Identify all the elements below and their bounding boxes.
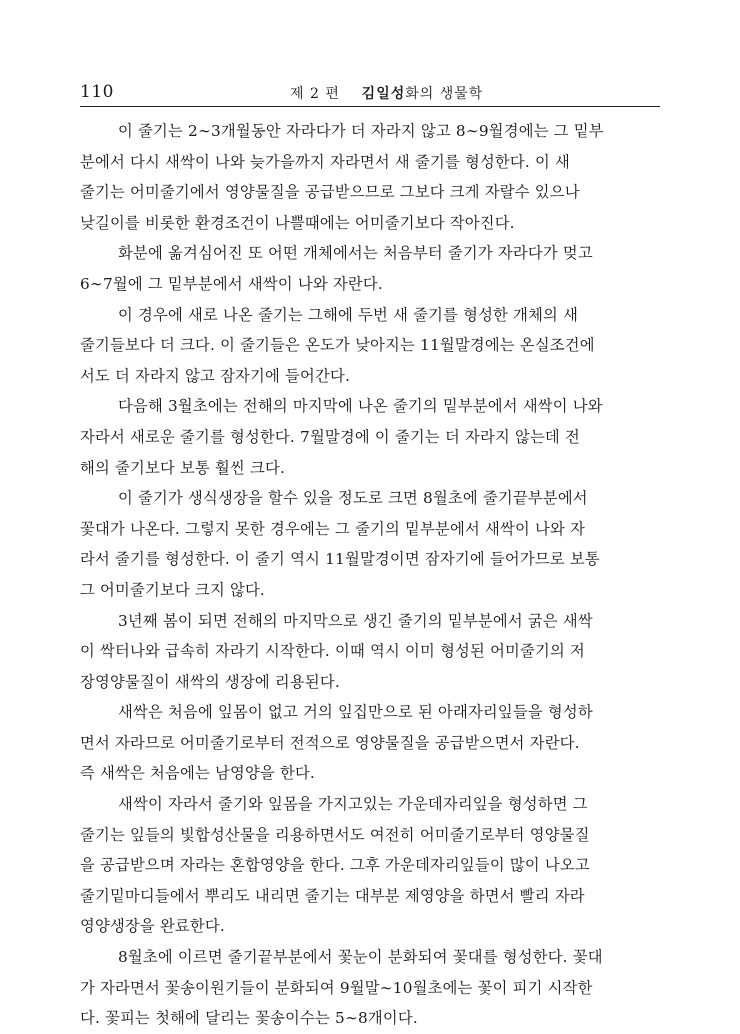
text-line: 줄기밑마디들에서 뿌리도 내리면 줄기는 대부분 제영양을 하면서 빨리 자라 xyxy=(80,886,585,905)
text-line: 장영양물질이 새싹의 생장에 리용된다. xyxy=(80,672,340,691)
text-line: 이 경우에 새로 나온 줄기는 그해에 두번 새 줄기를 형성한 개체의 새 xyxy=(118,305,579,324)
text-line: 3년째 봄이 되면 전해의 마지막으로 생긴 줄기의 밑부분에서 굵은 새싹 xyxy=(118,611,593,630)
text-line: 6∼7월에 그 밑부분에서 새싹이 나와 자란다. xyxy=(80,274,383,293)
text-line: 꽃대가 나온다. 그렇지 못한 경우에는 그 줄기의 밑부분에서 새싹이 나와 자 xyxy=(80,519,585,538)
text-line: 다음해 3월초에는 전해의 마지막에 나온 줄기의 밑부분에서 새싹이 나와 xyxy=(118,397,603,416)
text-line: 이 줄기는 2∼3개월동안 자라다가 더 자라지 않고 8∼9월경에는 그 밑부 xyxy=(118,122,604,140)
chapter-label: 제 2 편 xyxy=(290,86,340,102)
text-line: 자라서 새로운 줄기를 형성한다. 7월말경에 이 줄기는 더 자라지 않는데 전 xyxy=(80,427,580,446)
text-line: 다. 꽃피는 첫해에 달리는 꽃송이수는 5∼8개이다. xyxy=(80,1009,418,1028)
text-line: 서도 더 자라지 않고 잠자기에 들어간다. xyxy=(80,366,351,385)
text-line: 즉 새싹은 처음에는 남영양을 한다. xyxy=(80,764,315,783)
text-line: 가 자라면서 꽃송이원기들이 분화되여 9월말∼10월초에는 꽃이 피기 시작한 xyxy=(80,978,593,997)
running-head xyxy=(290,83,483,103)
page-header xyxy=(80,78,660,107)
text-line: 이 싹터나와 급속히 자라기 시작한다. 이때 역시 이미 형성된 어미줄기의 저 xyxy=(80,642,585,661)
text-line: 화분에 옮겨심어진 또 어떤 개체에서는 처음부터 줄기가 자라다가 멎고 xyxy=(118,244,593,263)
text-line: 새싹이 자라서 줄기와 잎몸을 가지고있는 가운데자리잎을 형성하면 그 xyxy=(118,795,588,814)
text-line: 이 줄기가 생식생장을 할수 있을 정도로 크면 8월초에 줄기끝부분에서 xyxy=(118,489,588,508)
text-line: 낮길이를 비롯한 환경조건이 나쁠때에는 어미줄기보다 작아진다. xyxy=(80,213,515,232)
text-line: 라서 줄기를 형성한다. 이 줄기 역시 11월말경이면 잠자기에 들어가므로 보통 xyxy=(80,550,600,569)
text-line: 줄기는 어미줄기에서 영양물질을 공급받으므로 그보다 크게 자랄수 있으나 xyxy=(80,183,580,202)
text-line: 면서 자라므로 어미줄기로부터 전적으로 영양물질을 공급받으면서 자란다. xyxy=(80,733,580,752)
body-text xyxy=(80,116,670,1034)
text-line: 줄기는 잎들의 빛합성산물을 리용하면서도 여전히 어미줄기로부터 영양물질 xyxy=(80,825,590,844)
text-line: 분에서 다시 새싹이 나와 늦가을까지 자라면서 새 줄기를 형성한다. 이 새 xyxy=(80,152,571,171)
text-line: 해의 줄기보다 보통 훨씬 크다. xyxy=(80,458,286,477)
book-title-rest: 화의 생물학 xyxy=(405,86,484,102)
page-number: 110 xyxy=(80,82,114,102)
text-line: 그 어미줄기보다 크지 않다. xyxy=(80,580,265,599)
book-title-bold: 김일성 xyxy=(361,86,406,102)
text-line: 줄기들보다 더 크다. 이 줄기들은 온도가 낮아지는 11월말경에는 온실조건에 xyxy=(80,336,595,355)
text-line: 8월초에 이르면 줄기끝부분에서 꽃눈이 분화되여 꽃대를 형성한다. 꽃대 xyxy=(118,948,603,967)
text-line: 새싹은 처음에 잎몸이 없고 거의 잎집만으로 된 아래자리잎들을 형성하 xyxy=(118,703,593,722)
text-line: 영양생장을 완료한다. xyxy=(80,917,225,936)
text-line: 을 공급받으며 자라는 혼합영양을 한다. 그후 가운데자리잎들이 많이 나오고 xyxy=(80,856,590,875)
